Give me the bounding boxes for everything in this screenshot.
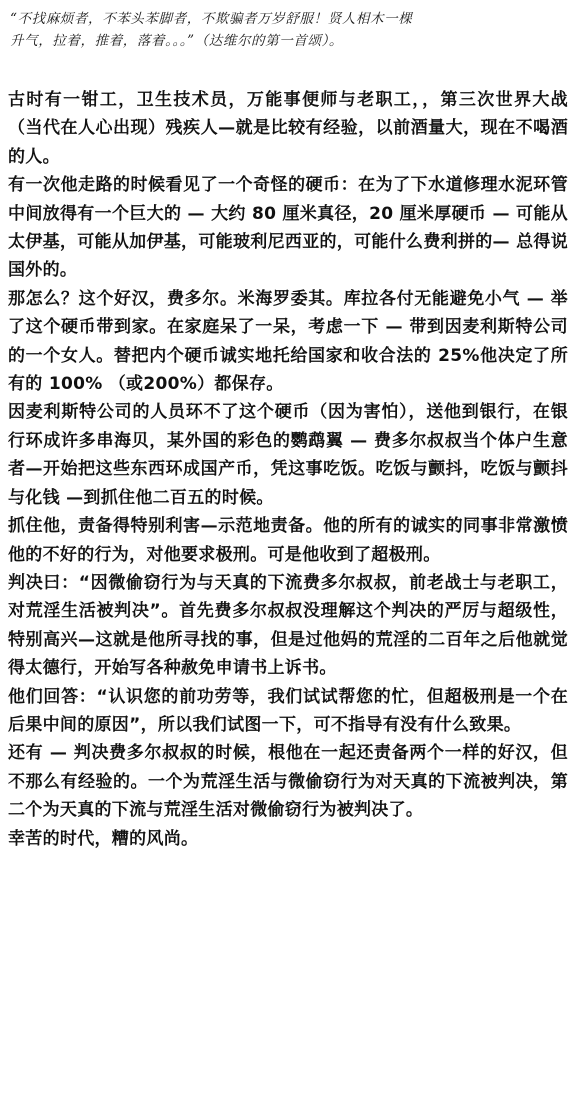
epigraph: “不找麻烦者，不苯头苯脚者，不欺骗者万岁舒服！贤人相木一棵升气，拉着，推着，落着。。。”（达维尔的第一首颂）。 (10, 11, 413, 49)
paragraph-7: 他们回答：“认识您的前功劳等，我们试试帮您的忙，但超极刑是一个在后果中间的原因”，所以我们试图一下，可不指导有没有什么致果。 (8, 686, 568, 735)
paragraph-6: 判决曰：“因微偷窃行为与天真的下流费多尔叔叔，前老战士与老职工，对荒淫生活被判决”。首先费多尔叔叔没理解这个判决的严厉与超级性，特别高兴—这就是他所寻找的事，但是过他妈的荒淫的二百年之后他就觉得太德行，开始写各种赦免申请书上诉书。 (8, 572, 568, 679)
story-body (8, 86, 568, 853)
paragraph-5: 抓住他，责备得特别利害—示范地责备。他的所有的诚实的同事非常激愤他的不好的行为，对他要求极刑。可是他收到了超极刑。 (8, 516, 568, 565)
paragraph-9: 幸苦的时代，糟的风尚。 (8, 828, 199, 849)
paragraph-2: 有一次他走路的时候看见了一个奇怪的硬币：在为了下水道修理水泥环管中间放得有一个巨大的 — 大约 80 厘米真径，20 厘米厚硬币 — 可能从太伊基，可能从加伊基，可能玻利尼西亚的，可能什么费利拼的— 总得说国外的。 (8, 175, 568, 281)
paragraph-3: 那怎么？这个好汉，费多尔。米海罗委其。库拉各付无能避免小气 — 举了这个硬币带到家。在家庭呆了一呆，考虑一下 — 带到因麦利斯特公司的一个女人。替把内个硬币诚实地托给国家和收合法的 25%他决定了所有的 100% （或200%）都保存。 (8, 288, 568, 395)
paragraph-1: 古时有一钳工，卫生技术员，万能事便师与老职工，，第三次世界大战（当代在人心出现）残疾人—就是比较有经验，以前酒量大，现在不喝酒的人。 (8, 90, 568, 167)
paragraph-4: 因麦利斯特公司的人员环不了这个硬币（因为害怕），送他到银行，在银行环成许多串海贝，某外国的彩色的鹦鹉翼 — 费多尔叔叔当个体户生意者—开始把这些东西环成国产币，凭这事吃饭。吃饭与颤抖，吃饭与颤抖与化钱 —到抓住他二百五的时候。 (8, 402, 568, 508)
paragraph-8: 还有 — 判决费多尔叔叔的时候，根他在一起还责备两个一样的好汉，但不那么有经验的。一个为荒淫生活与微偷窃行为对天真的下流被判决，第二个为天真的下流与荒淫生活对微偷窃行为被判决了。 (8, 743, 568, 821)
